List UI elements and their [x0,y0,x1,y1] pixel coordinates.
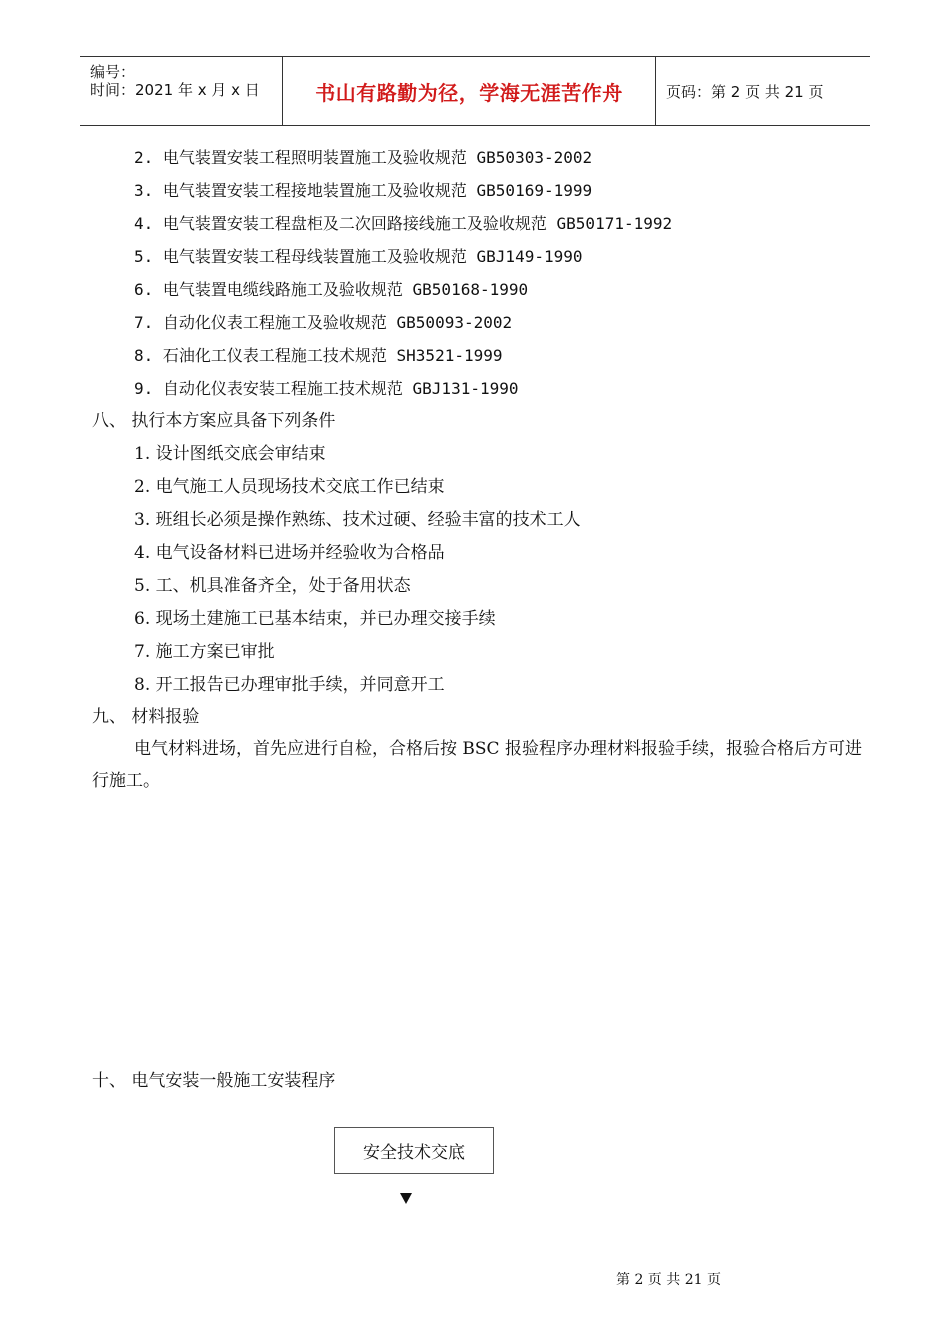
section-9-heading: 九、 材料报验 [92,707,200,727]
section-8-heading: 八、 执行本方案应具备下列条件 [92,411,336,431]
header-page-cell [656,57,870,125]
time-label: 时间：2021 年 x 月 x 日 [90,81,260,99]
number-label: 编号： [90,63,136,81]
condition-item: 5. 工、机具准备齐全，处于备用状态 [134,576,411,596]
condition-item: 8. 开工报告已办理审批手续，并同意开工 [134,675,445,695]
page-header [80,56,870,126]
flowchart-step-label: 安全技术交底 [363,1143,465,1163]
standard-item: 7. 自动化仪表工程施工及验收规范 GB50093-2002 [134,313,513,332]
condition-item: 4. 电气设备材料已进场并经验收为合格品 [134,543,445,563]
condition-item: 2. 电气施工人员现场技术交底工作已结束 [134,477,445,497]
standard-item: 6. 电气装置电缆线路施工及验收规范 GB50168-1990 [134,280,529,299]
standard-item: 9. 自动化仪表安装工程施工技术规范 GBJ131-1990 [134,379,519,398]
page-footer: 第 2 页 共 21 页 [616,1272,721,1288]
page-info: 页码：第 2 页 共 21 页 [666,82,824,101]
condition-item: 1. 设计图纸交底会审结束 [134,444,326,464]
section-10-heading: 十、 电气安装一般施工安装程序 [92,1071,336,1091]
section-9-paragraph: 电气材料进场，首先应进行自检，合格后按 BSC 报验程序办理材料报验手续，报验合格后方可进行施工。 [92,739,862,791]
standard-item: 8. 石油化工仪表工程施工技术规范 SH3521-1999 [134,346,503,365]
flowchart-step-box [334,1127,494,1174]
motto-text: 书山有路勤为径，学海无涯苦作舟 [315,80,623,105]
standard-item: 5. 电气装置安装工程母线装置施工及验收规范 GBJ149-1990 [134,247,583,266]
standard-item: 3. 电气装置安装工程接地装置施工及验收规范 GB50169-1999 [134,181,593,200]
standard-item: 4. 电气装置安装工程盘柜及二次回路接线施工及验收规范 GB50171-1992 [134,214,673,233]
header-meta [80,57,283,125]
down-arrow-icon [400,1193,412,1204]
condition-item: 6. 现场土建施工已基本结束，并已办理交接手续 [134,609,496,629]
standard-item: 2. 电气装置安装工程照明装置施工及验收规范 GB50303-2002 [134,148,593,167]
condition-item: 3. 班组长必须是操作熟练、技术过硬、经验丰富的技术工人 [134,510,581,530]
condition-item: 7. 施工方案已审批 [134,642,275,662]
header-motto-cell [283,57,656,125]
